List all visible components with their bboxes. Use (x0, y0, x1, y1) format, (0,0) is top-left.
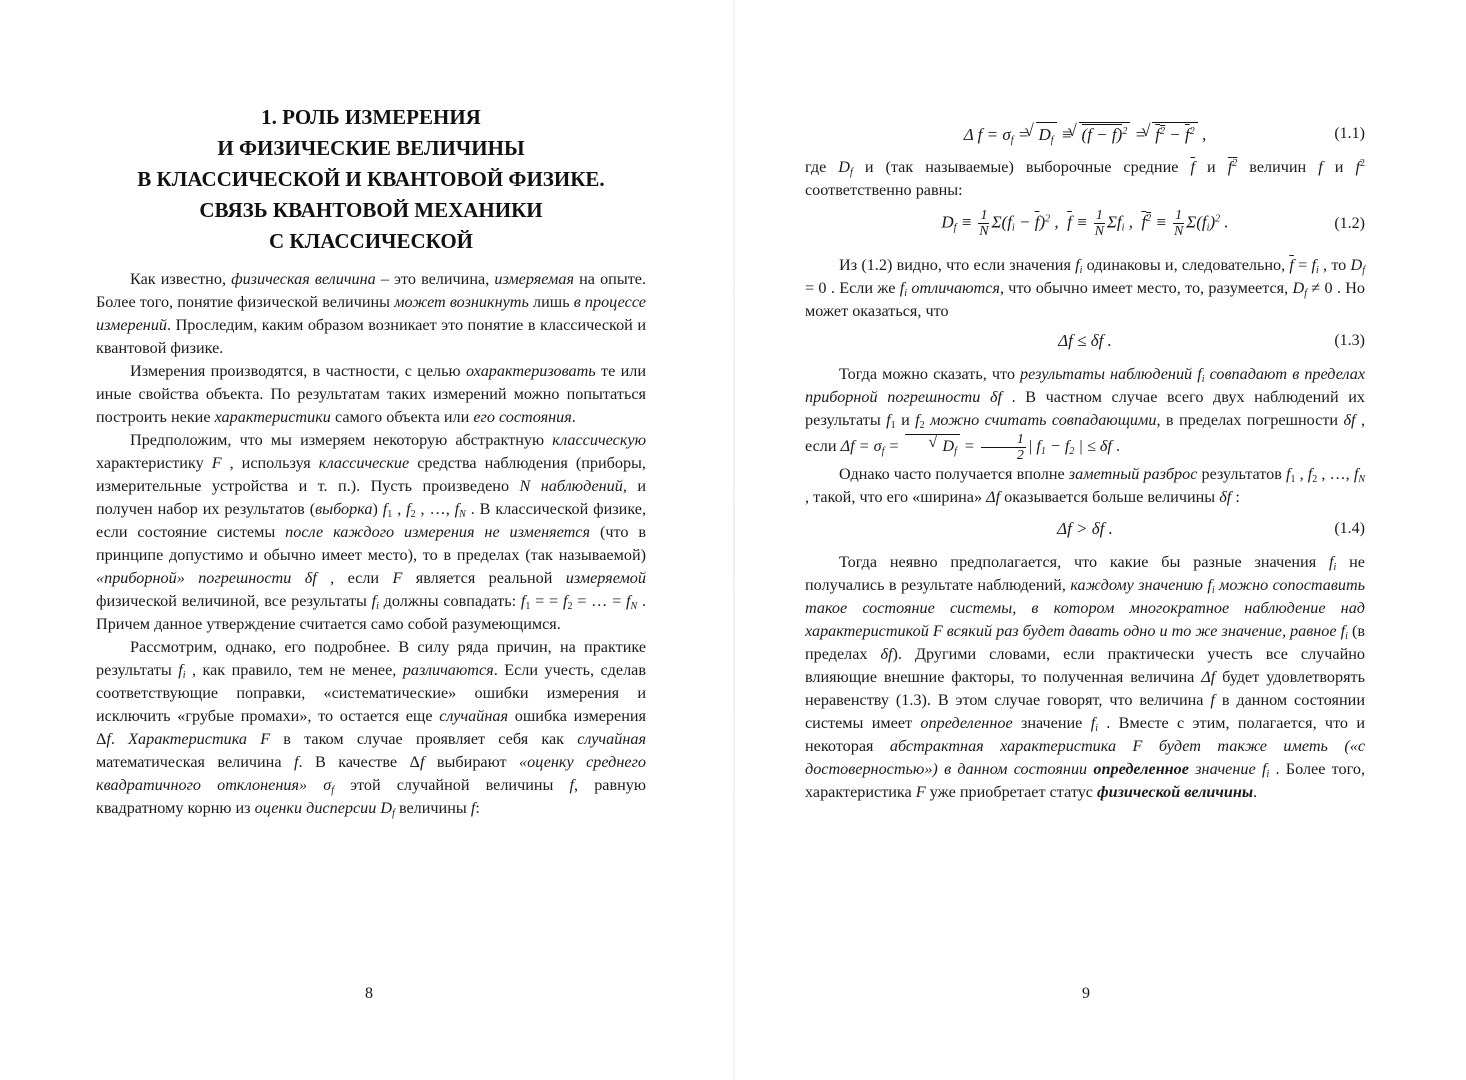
left-body-text (96, 268, 646, 820)
formula: Δ $f = \sigma_f$ = √ $D_f$ ≡ √ $(f - \overline{f})^2$ = √ $f^2 - \overline{f}^2$ , (964, 122, 1207, 146)
equation-1-3 (805, 323, 1365, 363)
title-line: СВЯЗЬ КВАНТОВОЙ МЕХАНИКИ (199, 198, 543, 222)
page-number: 9 (1082, 985, 1090, 1002)
paragraph: где $D_f$ и (так называемые) выборочные средние $\overline{f}$ и $f^2$ величин f и $f^2$ соответственно равны: (805, 158, 1365, 199)
equation-1-1 (805, 122, 1365, 156)
equation-number: (1.2) (1334, 215, 1365, 232)
paragraph: Как известно, физическая величина – это величина, измеряемая на опыте. Более того, понятие физической величины может возникнуть лишь в процессе измерений. Проследим, каким образом возникает это понятие в классической и квантовой физике. (96, 270, 647, 357)
right-body-text (805, 122, 1365, 804)
paragraph: Из (1.2) видно, что если значения $f_i$ одинаковы и, следовательно, $\overline{f} = f_i$ , то $D_f = 0$ . Если же $f_i$ отличаются, что обычно имеет место, то, разумеется, $D_f \ne 0$ . Но может оказаться, что (805, 256, 1366, 320)
title-line: С КЛАССИЧЕСКОЙ (268, 229, 474, 253)
equation-number: (1.4) (1334, 520, 1365, 537)
equation-number: (1.3) (1334, 332, 1365, 349)
formula: $D_f$ ≡ $\frac{1}{N}$ $\Sigma(f_i - \overline{f})^2$ , $\overline{f}$ ≡ $\frac{1}{N}$ $\Sigma f_i$ , $f^2$ ≡ $\frac{1}{N}$ $\Sigma(f_i)^2$ . (941, 208, 1229, 239)
formula: Δf ≤ δf . (1058, 331, 1112, 350)
equation-1-2 (805, 202, 1365, 254)
chapter-title (96, 102, 646, 257)
title-line: И ФИЗИЧЕСКИЕ ВЕЛИЧИНЫ (217, 136, 525, 160)
paragraph: Тогда неявно предполагается, что какие бы разные значения $f_i$ не получались в результате наблюдений, каждому значению $f_i$ можно сопоставить такое состояние системы, в котором многократное наблюдение над характеристикой F всякий раз будет давать одно и то же значение, равное $f_i$ (в пределах δf). Другими словами, если практически учесть все случайно влияющие внешние факторы, то полученная величина Δf будет удовлетворять неравенству (1.3). В этом случае говорят, что величина f в данном состоянии системы имеет определенное значение $f_i$ . Вместе с этим, полагается, что и некоторая абстрактная характеристика F будет также иметь («с достоверностью») в данном состоянии определенное значение $f_i$ . Более того, характеристика F уже приобретает статус физической величины. (805, 553, 1366, 801)
paragraph: Измерения производятся, в частности, с целью охарактеризовать те или иные свойства объекта. По результатам таких измерений можно попытаться построить некие характеристики самого объекта или его состояния. (96, 362, 646, 426)
paragraph: Тогда можно сказать, что результаты наблюдений $f_i$ совпадают в пределах приборной погрешности δf . В частном случае всего двух наблюдений их результаты $f_1$ и $f_2$ можно считать совпадающими, в пределах погрешности δf , если $\Delta f = \sigma_f$ = √ $D_f$ = $\frac{1}{2}$ | $f_1 - f_2$ | ≤ δf . (805, 363, 1365, 463)
formula: Δf > δf . (1057, 519, 1113, 538)
paragraph: Предположим, что мы измеряем некоторую абстрактную классическую характеристику F , используя классические средства наблюдения (приборы, измерительные устройства и т. п.). Пусть произведено N наблюдений, и получен набор их результатов (выборка) $f_1$ , $f_2$ , …, $f_N$ . В классической физике, если состояние системы после каждого измерения не изменяется (что в принципе допустимо и обычно имеет место), то в пределах (так называемой) «приборной» погрешности δf , если F является реальной измеряемой физической величиной, все результаты $f_i$ должны совпадать: $f_1$ = = $f_2$ = … = $f_N$ . Причем данное утверждение считается само собой разумеющимся. (96, 431, 647, 633)
paragraph: Рассмотрим, однако, его подробнее. В силу ряда причин, на практике результаты $f_i$ , как правило, тем не менее, различаются. Если учесть, сделав соответствующие поправки, «систематические» ошибки измерения и исключить «грубые промахи», то остается еще случайная ошибка измерения Δf. Характеристика F в таком случае проявляет себя как случайная математическая величина f. В качестве Δf выбирают «оценку среднего квадратичного отклонения» $\sigma_f$ этой случайной величины f, равную квадратному корню из оценки дисперсии $D_f$ величины f: (96, 638, 646, 819)
equation-number: (1.1) (1334, 125, 1365, 142)
paragraph: Однако часто получается вполне заметный разброс результатов $f_1$ , $f_2$ , …, $f_N$ , такой, что его «ширина» Δf оказывается больше величины δf : (805, 465, 1365, 506)
title-line: 1. РОЛЬ ИЗМЕРЕНИЯ (261, 105, 481, 129)
equation-1-4 (805, 509, 1365, 551)
title-line: В КЛАССИЧЕСКОЙ И КВАНТОВОЙ ФИЗИКЕ. (137, 167, 605, 191)
page-number: 8 (365, 985, 373, 1002)
